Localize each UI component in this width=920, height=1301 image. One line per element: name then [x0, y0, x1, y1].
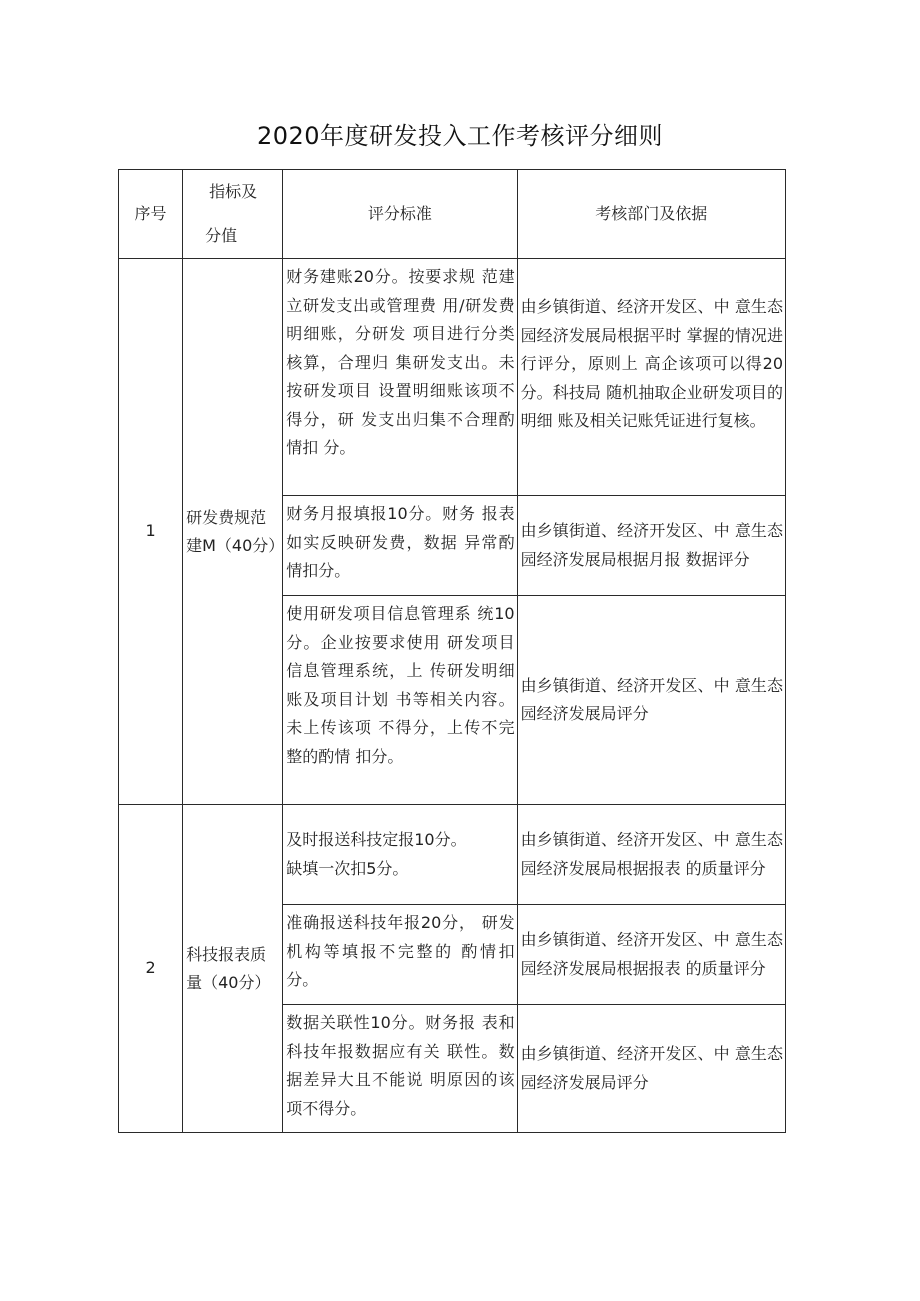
header-indicator — [183, 170, 283, 259]
header-department: 考核部门及依据 — [517, 170, 785, 259]
scoring-table — [118, 169, 786, 1133]
header-indicator-line2: 分值 — [205, 226, 238, 245]
header-no: 序号 — [119, 170, 183, 259]
page-title: 2020年度研发投入工作考核评分细则 — [256, 122, 664, 150]
department-cell: 由乡镇街道、经济开发区、中 意生态园经济发展局评分 — [517, 596, 785, 805]
criteria-cell: 使用研发项目信息管理系 统10分。企业按要求使用 研发项目信息管理系统，上 传研发明细账及项目计划 书等相关内容。未上传该项 不得分，上传不完整的酌情 扣分。 — [283, 596, 517, 805]
department-cell: 由乡镇街道、经济开发区、中 意生态园经济发展局根据报表 的质量评分 — [517, 905, 785, 1005]
criteria-cell: 财务建账20分。按要求规 范建立研发支出或管理费 用/研发费明细账，分研发 项目进行分类核算，合理归 集研发支出。未按研发项目 设置明细账该项不得分，研 发支出归集不合理酌情扣 分。 — [283, 259, 517, 496]
section-number: 2 — [119, 805, 183, 1133]
header-row — [119, 170, 786, 259]
department-cell: 由乡镇街道、经济开发区、中 意生态园经济发展局根据平时 掌握的情况进行评分，原则上 高企该项可以得20分。科技局 随机抽取企业研发项目的明细 账及相关记账凭证进行复核。 — [517, 259, 785, 496]
department-cell: 由乡镇街道、经济开发区、中 意生态园经济发展局根据报表 的质量评分 — [517, 805, 785, 905]
header-indicator-line1: 指标及 — [209, 182, 258, 201]
indicator-cell: 研发费规范建M（40分） — [183, 259, 283, 805]
criteria-cell: 财务月报填报10分。财务 报表如实反映研发费，数据 异常酌情扣分。 — [283, 496, 517, 596]
section-number: 1 — [119, 259, 183, 805]
department-cell: 由乡镇街道、经济开发区、中 意生态园经济发展局评分 — [517, 1005, 785, 1133]
table-row — [119, 259, 786, 496]
criteria-cell: 准确报送科技年报20分， 研发机构等填报不完整的 酌情扣分。 — [283, 905, 517, 1005]
criteria-cell: 及时报送科技定报10分。 缺填一次扣5分。 — [283, 805, 517, 905]
table-row — [119, 805, 786, 905]
department-cell: 由乡镇街道、经济开发区、中 意生态园经济发展局根据月报 数据评分 — [517, 496, 785, 596]
header-criteria: 评分标准 — [283, 170, 517, 259]
indicator-cell: 科技报表质量（40分） — [183, 805, 283, 1133]
criteria-cell: 数据关联性10分。财务报 表和科技年报数据应有关 联性。数据差异大且不能说 明原因的该项不得分。 — [283, 1005, 517, 1133]
